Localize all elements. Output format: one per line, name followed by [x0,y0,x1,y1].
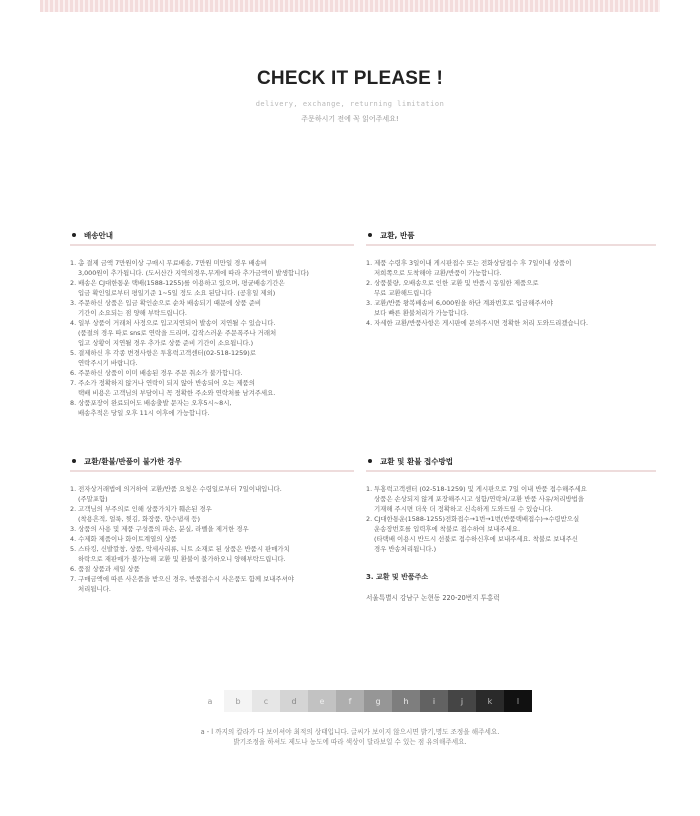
swatch-e: e [308,690,336,712]
procedure-list [366,484,656,554]
not-allowed-heading [70,454,354,468]
section-divider [70,244,354,246]
procedure-heading [366,454,656,468]
list-item-continuation: 상품은 손상되지 않게 포장해주시고 성함/연락처/교환 반품 사유/처리방법을 [374,495,585,503]
exchange-section [366,228,656,328]
list-item [70,534,354,544]
list-item-continuation: 하락으로 재판매가 불가능해 교환 및 환불이 불가하오니 양해부탁드립니다. [78,555,286,563]
list-item-continuation: 연락주시기 바랍니다. [78,359,138,367]
section-divider [366,470,656,472]
swatch-h: h [392,690,420,712]
exchange-heading [366,228,656,242]
swatch-a: a [196,690,224,712]
calibration-footer [0,727,700,747]
procedure-section [366,454,656,602]
list-item [366,298,656,318]
list-item-continuation: 입금 확인일로부터 평일기준 1~5일 정도 소요 된답니다. (공휴일 제외) [78,289,276,297]
return-address: 서울특별시 강남구 논현동 220-20번지 투홍럭 [366,594,500,602]
swatch-b: b [224,690,252,712]
list-item-continuation: 기재해 주시면 더욱 더 정확하고 신속하게 도와드릴 수 있습니다. [374,505,553,513]
swatch-k: k [476,690,504,712]
page-notice: 주문하시기 전에 꼭 읽어주세요! [301,115,399,123]
list-item-text: 8. 상품포장이 완료되어도 배송출발 문자는 오후5시~8시, [70,399,232,407]
list-item [366,278,656,298]
delivery-heading [70,228,354,242]
list-item [366,484,656,514]
list-item-continuation: 저희쪽으로 도착해야 교환/반품이 가능합니다. [374,269,502,277]
bullet-icon [72,459,76,463]
list-item [366,258,656,278]
list-item-continuation: 처리됩니다. [78,585,111,593]
list-item [366,318,656,328]
list-item-text: 5. 결제하신 후 각종 변경사항은 투홍럭고객센터(02-518-1259)로 [70,349,256,357]
list-item-continuation: 무료 교환해드립니다 [374,289,432,297]
list-item [70,574,354,594]
list-item [70,348,354,368]
not-allowed-section [70,454,354,594]
list-item-continuation: 입고 상황이 지연될 경우 추가로 상품 준비 기간이 소요됩니다.) [78,339,254,347]
list-item-text: 2. 상품불량, 오배송으로 인한 교환 및 반품시 동일한 제품으로 [366,279,539,287]
list-item-text: 3. 상품의 사용 및 제품 구성품의 파손, 분실, 라벨을 제거한 경우 [70,525,249,533]
swatch-j: j [448,690,476,712]
list-item-text: 7. 주소가 정확하지 않거나 연락이 되지 않아 반송되어 오는 제품의 [70,379,255,387]
list-item-text: 5. 스타킹, 신발깔창, 상품, 악세사리류, 니트 소재로 된 상품은 반품시 판매가치 [70,545,290,553]
list-item-text: 1. 제품 수령후 3일이내 게시판접수 또는 전화상담접수 후 7일이내 상품이 [366,259,572,267]
delivery-section [70,228,354,418]
list-item [70,298,354,318]
swatch-d: d [280,690,308,712]
page-header [0,68,700,124]
list-item-continuation: (타택배 이용시 반드시 선불로 접수하신후에 보내주세요. 착불로 보내주신 [374,535,578,543]
bullet-icon [368,233,372,237]
page-subtitle: delivery, exchange, returning limitation [255,100,445,108]
list-item-continuation: 3,000원이 추가됩니다. (도서산간 지역의경우,무게에 따라 추가금액이 발생합니다) [78,269,309,277]
list-item [70,318,354,348]
list-item [70,258,354,278]
footer-line-1: a - l 까지의 칼라가 다 보이셔야 최적의 상태입니다. 글씨가 보이지 않으시면 밝기,명도 조정을 해주세요. [200,728,500,736]
list-item-continuation: 운송장번호를 입력후에 착불로 접수하여 보내주세요. [374,525,520,533]
list-item-text: 1. 총 결제 금액 7만원이상 구매시 무료배송, 7만원 미만일 경우 배송비 [70,259,268,267]
section-divider [70,470,354,472]
list-item [70,524,354,534]
bullet-icon [72,233,76,237]
list-item [70,378,354,398]
list-item [70,484,354,504]
list-item-text: 4. 일부 상품이 거래처 사정으로 입고지연되어 발송이 지연될 수 있습니다. [70,319,276,327]
delivery-list [70,258,354,418]
list-item-text: 2. 배송은 CJ대한통운 택배(1588-1255)를 이용하고 있으며, 평균배송기간은 [70,279,285,287]
not-allowed-heading-text: 교환/환불/반품이 불가한 경우 [84,456,182,466]
list-item [70,278,354,298]
swatch-i: i [420,690,448,712]
list-item [366,514,656,554]
list-item [70,368,354,378]
list-item-text: 3. 교환/반품 왕복배송비 6,000원을 하단 계좌번호로 입금해주셔야 [366,299,553,307]
list-item-continuation: 기간이 소요되는 점 양해 부탁드립니다. [78,309,187,317]
procedure-heading-text: 교환 및 환불 접수방법 [380,456,454,466]
list-item-continuation: 보다 빠른 환불처리가 가능합니다. [374,309,469,317]
list-item-text: 2. CJ대한통운(1588-1255)전화접수→1번→1번(반품택배접수)→수령받으실 [366,515,580,523]
list-item-text: 1. 전자상거래법에 의거하여 교환/반품 요청은 수령일로부터 7일이내입니다. [70,485,282,493]
list-item-text: 4. 수제화 제품이나 화이트계열의 상품 [70,535,177,543]
page-title: CHECK IT PLEASE ! [256,68,444,89]
list-item [70,564,354,574]
swatch-c: c [252,690,280,712]
list-item-text: 4. 자세한 교환/반품사항은 게시판에 문의주시면 정확한 처리 도와드리겠습니다. [366,319,589,327]
return-address-heading: 3. 교환 및 반품주소 [366,573,429,581]
list-item-continuation: 택배 비용은 고객님의 부담이니 꼭 정확한 주소와 연락처를 남겨주세요. [78,389,276,397]
list-item-continuation: (주말포함) [78,495,108,503]
monitor-calibration-swatches [196,690,532,712]
list-item-text: 6. 품절 상품과 세일 상품 [70,565,140,573]
list-item-text: 1. 투홍럭고객센터 (02-518-1259) 및 게시판으로 7일 이내 반품 접수해주세요 [366,485,587,493]
list-item-continuation: (착용흔적, 얼룩, 찢김, 화장품, 향수냄새 등) [78,515,201,523]
delivery-heading-text: 배송안내 [84,230,113,240]
exchange-heading-text: 교환, 반품 [380,230,415,240]
list-item-text: 6. 주문하신 상품이 이미 배송된 경우 주문 취소가 불가합니다. [70,369,243,377]
swatch-g: g [364,690,392,712]
swatch-f: f [336,690,364,712]
list-item [70,544,354,564]
top-decorative-stripe [40,0,660,12]
list-item-continuation: 경우 반송처리됩니다.) [374,545,437,553]
list-item-continuation: (품절의 경우 따로 sns로 연락을 드리며, 갑작스러운 주문폭주나 거래처 [78,329,277,337]
swatch-l: l [504,690,532,712]
list-item-continuation: 배송추적은 당일 오후 11시 이후에 가능합니다. [78,409,210,417]
list-item-text: 7. 구매금액에 따른 사은품을 받으신 경우, 반품접수시 사은품도 함께 보내주셔야 [70,575,294,583]
bullet-icon [368,459,372,463]
list-item [70,504,354,524]
exchange-list [366,258,656,328]
not-allowed-list [70,484,354,594]
list-item-text: 2. 고객님의 부주의로 인해 상품가치가 훼손된 경우 [70,505,212,513]
list-item [70,398,354,418]
list-item-text: 3. 주문하신 상품은 입금 확인순으로 순차 배송되기 때문에 상품 준비 [70,299,262,307]
section-divider [366,244,656,246]
footer-line-2: 밝기조정을 하셔도 제도나 농도에 따라 색상이 달라보일 수 있는 점 유의해주세요. [233,738,467,746]
